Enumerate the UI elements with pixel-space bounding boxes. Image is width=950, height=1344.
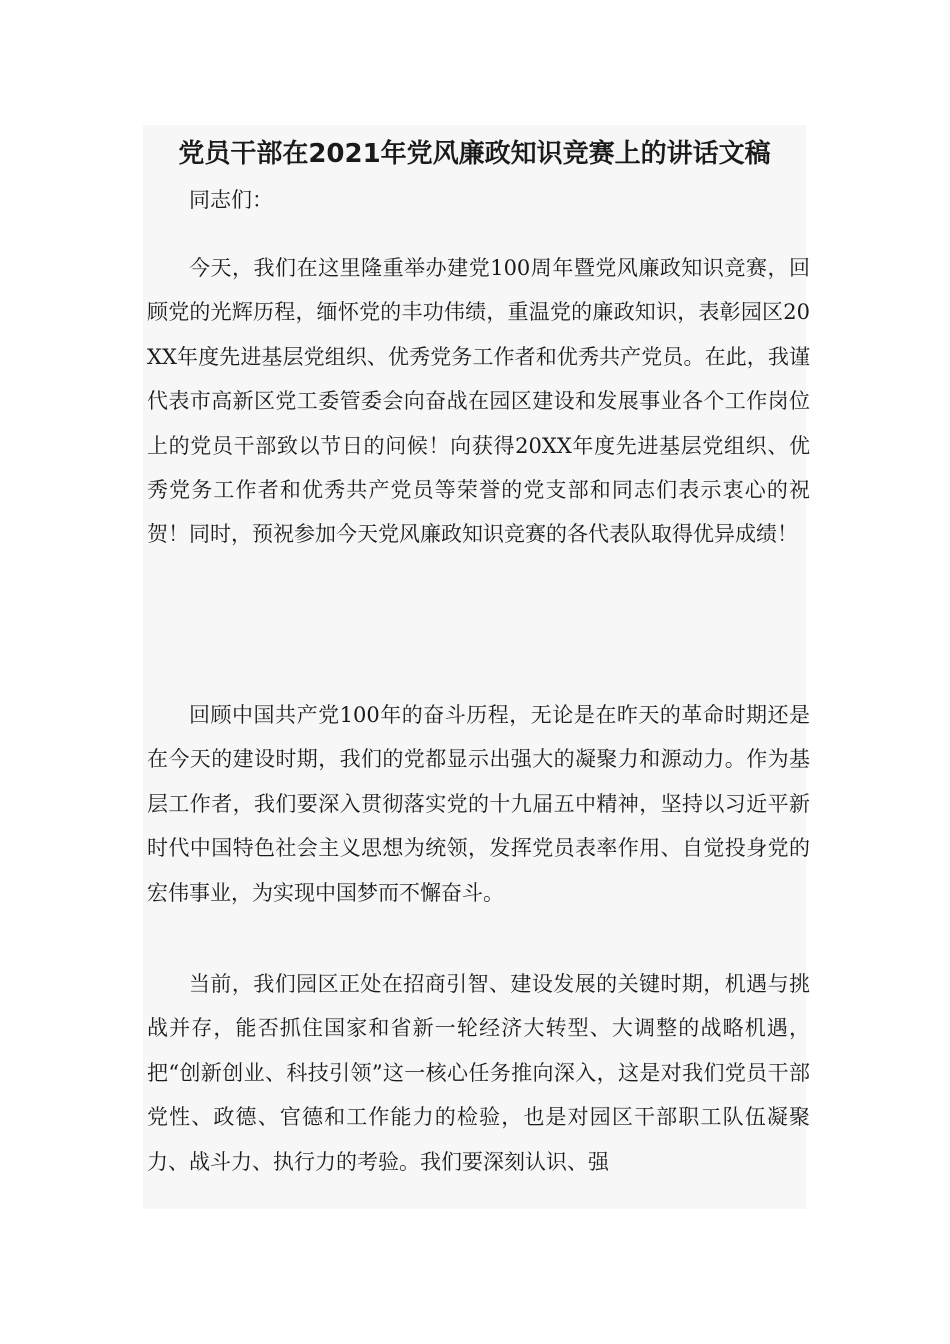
salutation: 同志们： xyxy=(189,188,273,212)
paragraph-1: 今天，我们在这里隆重举办建党100周年暨党风廉政知识竞赛，回顾党的光辉历程，缅怀党的丰功伟绩，重温党的廉政知识，表彰园区20XX年度先进基层党组织、优秀党务工作者和优秀共产党员。在此，我谨代表市高新区党工委管委会向奋战在园区建设和发展事业各个工作岗位上的党员干部致以节日的问候！向获得20XX年度先进基层党组织、优秀党务工作者和优秀共产党员等荣誉的党支部和同志们表示衷心的祝贺！同时，预祝参加今天党风廉政知识竞赛的各代表队取得优异成绩！ xyxy=(147,256,810,547)
paragraph-3: 当前，我们园区正处在招商引智、建设发展的关键时期，机遇与挑战并存，能否抓住国家和省新一轮经济大转型、大调整的战略机遇，把“创新创业、科技引领”这一核心任务推向深入，这是对我们党员干部党性、政德、官德和工作能力的检验，也是对园区干部职工队伍凝聚力、战斗力、执行力的考验。我们要深刻认识、强 xyxy=(147,972,810,1174)
paragraph-2: 回顾中国共产党100年的奋斗历程，无论是在昨天的革命时期还是在今天的建设时期，我们的党都显示出强大的凝聚力和源动力。作为基层工作者，我们要深入贯彻落实党的十九届五中精神，坚持以习近平新时代中国特色社会主义思想为统领，发挥党员表率作用、自觉投身党的宏伟事业，为实现中国梦而不懈奋斗。 xyxy=(147,703,810,905)
document-title: 党员干部在2021年党风廉政知识竞赛上的讲话文稿 xyxy=(178,139,771,169)
